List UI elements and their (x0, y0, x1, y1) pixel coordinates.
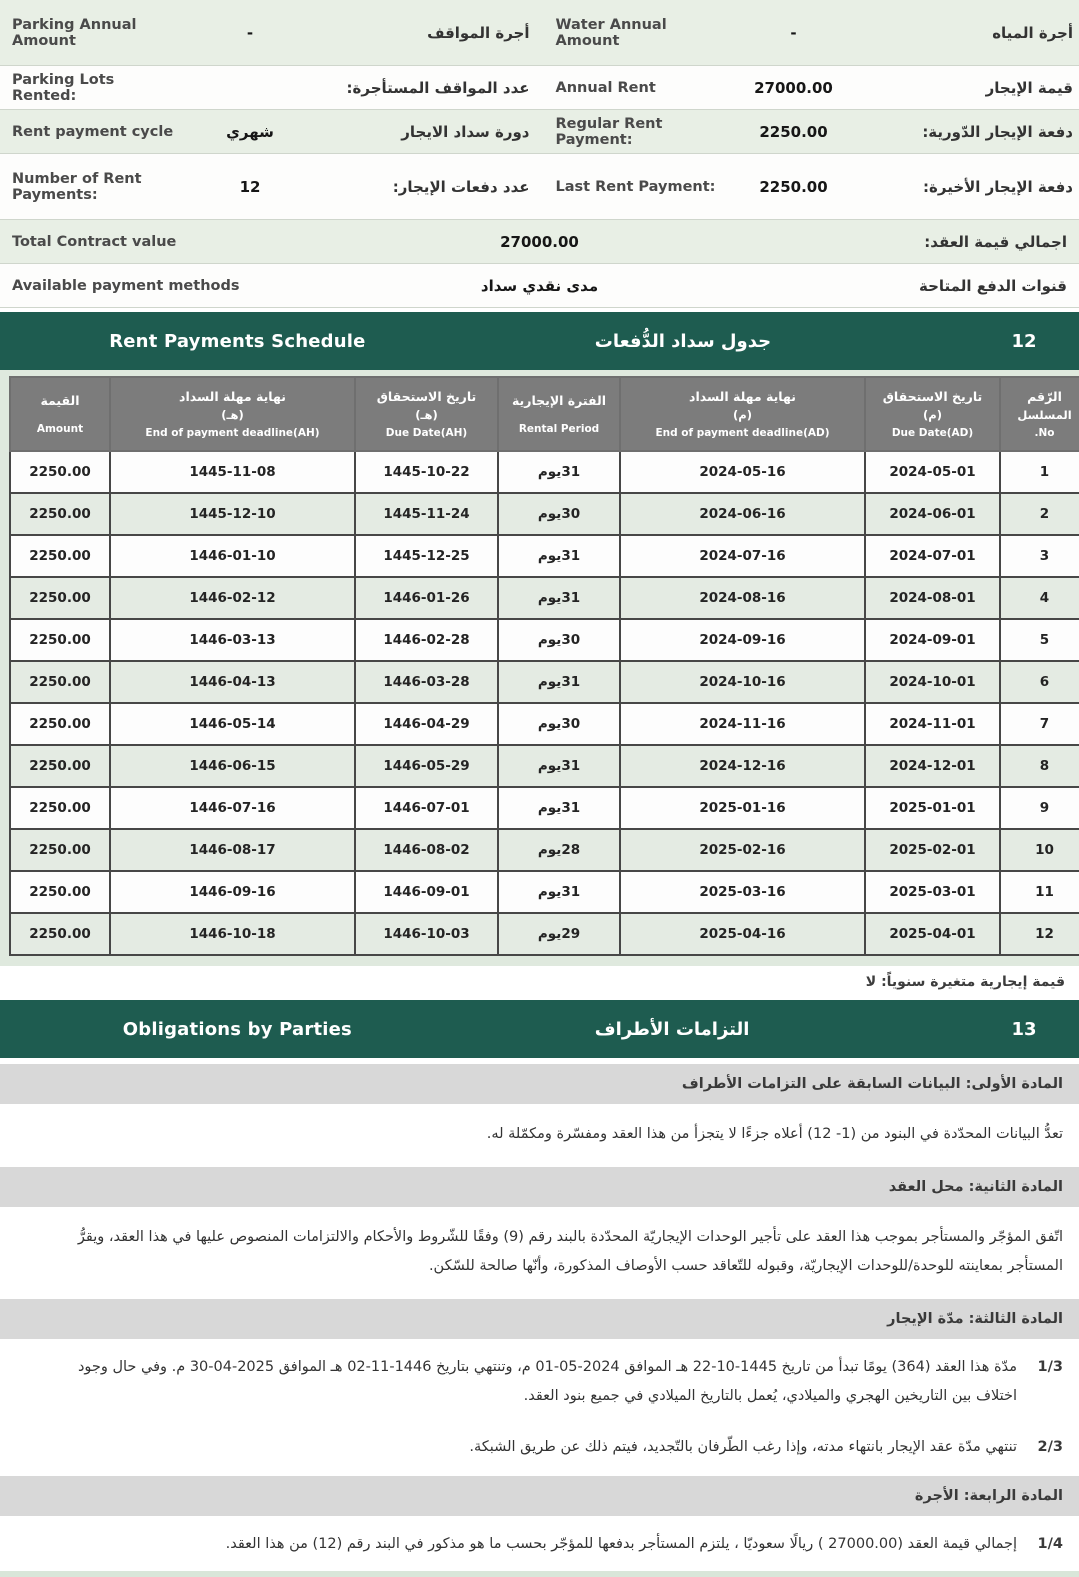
schedule-cell: 31يوم (498, 451, 620, 493)
schedule-cell: 1446-02-12 (110, 577, 355, 619)
field-label-en: Last Rent Payment: (544, 179, 724, 195)
schedule-cell: 2250.00 (10, 745, 110, 787)
schedule-cell: 1445-12-10 (110, 493, 355, 535)
col-end-deadline-ah: نهاية مهلة السداد (هـ) End of payment deadline(AH) (110, 377, 355, 451)
field-label-ar: دورة سداد الايجار (320, 123, 536, 141)
schedule-row (10, 619, 1079, 661)
schedule-header-row (10, 377, 1079, 451)
page-bottom-divider (0, 1571, 1079, 1577)
schedule-row (10, 577, 1079, 619)
article-numbered-item (0, 1419, 1079, 1470)
schedule-cell: 2024-10-01 (865, 661, 1000, 703)
schedule-cell: 1446-08-02 (355, 829, 498, 871)
field-value: - (180, 24, 320, 42)
summary-row (0, 66, 1079, 110)
schedule-cell: 2024-09-16 (620, 619, 865, 661)
schedule-cell: 2025-04-16 (620, 913, 865, 955)
obligations-band (0, 1000, 1079, 1058)
schedule-cell: 30يوم (498, 703, 620, 745)
field-label-en: Number of Rent Payments: (0, 171, 180, 203)
field-label-ar: اجمالي قيمة العقد: (789, 233, 1079, 251)
schedule-row (10, 493, 1079, 535)
field-value: 12 (180, 178, 320, 196)
item-number: 1/4 (1017, 1530, 1063, 1559)
schedule-cell: 2025-02-01 (865, 829, 1000, 871)
item-text: إجمالي قيمة العقد (27000.00 ) ريالًا سعوديّا ، يلتزم المستأجر بدفعها للمؤجّر بحسب ما هو مذكور في البند رقم (12) من هذا العقد. (40, 1530, 1017, 1559)
schedule-cell: 1446-05-14 (110, 703, 355, 745)
article-paragraph: تعدُّ البيانات المحدّدة في البنود من (1- 12) أعلاه جزءًا لا يتجزأ من هذا العقد ومفسّرة ومكمّلة له. (0, 1104, 1079, 1161)
field-label-ar: قنوات الدفع المتاحة (789, 277, 1079, 295)
schedule-row (10, 703, 1079, 745)
schedule-cell: 2024-11-16 (620, 703, 865, 745)
obligations-title-en: Obligations by Parties (0, 1019, 475, 1040)
schedule-row (10, 451, 1079, 493)
schedule-cell: 2024-08-16 (620, 577, 865, 619)
schedule-cell: 1446-01-10 (110, 535, 355, 577)
schedule-cell: 31يوم (498, 871, 620, 913)
item-number: 2/3 (1017, 1433, 1063, 1462)
item-text: تنتهي مدّة عقد الإيجار بانتهاء مدته، وإذا رغب الطّرفان بالتّجديد، فيتم ذلك عن طريق الشبكة. (40, 1433, 1017, 1462)
field-value: 27000.00 (290, 233, 789, 251)
schedule-cell: 30يوم (498, 619, 620, 661)
schedule-cell: 2024-11-01 (865, 703, 1000, 745)
rent-payments-schedule-table-wrap (0, 370, 1079, 966)
schedule-cell: 2250.00 (10, 661, 110, 703)
schedule-cell: 11 (1000, 871, 1079, 913)
schedule-cell: 2024-08-01 (865, 577, 1000, 619)
schedule-cell: 12 (1000, 913, 1079, 955)
schedule-cell: 2025-01-16 (620, 787, 865, 829)
summary-row (0, 264, 1079, 308)
schedule-cell: 2024-09-01 (865, 619, 1000, 661)
summary-row (0, 154, 1079, 220)
field-label-ar: عدد المواقف المستأجرة: (320, 79, 536, 97)
schedule-cell: 2250.00 (10, 493, 110, 535)
schedule-cell: 2250.00 (10, 535, 110, 577)
article-paragraph: اتّفق المؤجّر والمستأجر بموجب هذا العقد على تأجير الوحدات الإيجاريّة المحدّدة بالبند رقم (9) وفقًا للشّروط والأحكام والالتزامات المنصوص عليها في هذا العقد، ويقرُّ المستأجر بمعاينته للوحدة/للوحدات الإيجاريّة، وقبوله للتّعاقد حسب الأوصاف المذكورة، وأنّها صالحة للسّكن. (0, 1207, 1079, 1293)
schedule-cell: 29يوم (498, 913, 620, 955)
field-value: 2250.00 (724, 178, 864, 196)
schedule-cell: 2250.00 (10, 577, 110, 619)
schedule-cell: 2024-07-01 (865, 535, 1000, 577)
schedule-row (10, 535, 1079, 577)
schedule-cell: 1446-09-16 (110, 871, 355, 913)
field-value: 2250.00 (724, 123, 864, 141)
schedule-row (10, 829, 1079, 871)
schedule-cell: 1446-05-29 (355, 745, 498, 787)
schedule-cell: 2025-04-01 (865, 913, 1000, 955)
schedule-cell: 1446-03-28 (355, 661, 498, 703)
summary-row (0, 110, 1079, 154)
schedule-cell: 8 (1000, 745, 1079, 787)
field-value: مدى نقدي سداد (290, 277, 789, 295)
schedule-title-en: Rent Payments Schedule (0, 331, 475, 352)
schedule-cell: 1446-09-01 (355, 871, 498, 913)
item-text: مدّة هذا العقد (364) يومًا تبدأ من تاريخ 1445-10-22 هـ الموافق 2024-05-01 م، وتنتهي بتاريخ 1446-11-02 هـ الموافق 2025-04-30 م. وفي حال وجود اختلاف بين التاريخين الهجري والميلادي، يُعمل بالتاريخ الميلادي في جميع بنود العقد. (40, 1353, 1017, 1411)
schedule-title-ar: جدول سداد الدُّفعات (475, 331, 969, 352)
schedule-cell: 1445-11-08 (110, 451, 355, 493)
schedule-cell: 2250.00 (10, 913, 110, 955)
schedule-cell: 1 (1000, 451, 1079, 493)
field-label-ar: أجرة المياه (864, 24, 1079, 42)
schedule-row (10, 871, 1079, 913)
schedule-cell: 2025-03-01 (865, 871, 1000, 913)
schedule-cell: 31يوم (498, 577, 620, 619)
field-value: 27000.00 (724, 79, 864, 97)
variable-rent-footnote: قيمة إيجارية متغيرة سنوياً: لا (0, 966, 1079, 1000)
schedule-cell: 1446-06-15 (110, 745, 355, 787)
schedule-row (10, 745, 1079, 787)
schedule-cell: 2025-03-16 (620, 871, 865, 913)
field-value: - (724, 24, 864, 42)
field-label-ar: دفعة الإيجار الأخيرة: (864, 178, 1079, 196)
schedule-cell: 2024-07-16 (620, 535, 865, 577)
schedule-cell: 31يوم (498, 535, 620, 577)
schedule-cell: 4 (1000, 577, 1079, 619)
rent-payments-schedule-table (9, 376, 1079, 956)
article-heading: المادة الأولى: البيانات السابقة على التزامات الأطراف (0, 1064, 1079, 1104)
schedule-cell: 2024-10-16 (620, 661, 865, 703)
schedule-cell: 3 (1000, 535, 1079, 577)
col-due-date-ah: تاريخ الاستحقاق (هـ) Due Date(AH) (355, 377, 498, 451)
field-label-ar: أجرة المواقف (320, 24, 536, 42)
schedule-row (10, 787, 1079, 829)
obligations-section (0, 1058, 1079, 1567)
schedule-cell: 1445-10-22 (355, 451, 498, 493)
field-label-en: Water Annual Amount (544, 17, 724, 49)
schedule-cell: 2024-05-16 (620, 451, 865, 493)
schedule-cell: 2250.00 (10, 451, 110, 493)
col-serial-no: الرّقم المسلسل .No (1000, 377, 1079, 451)
article-numbered-item (0, 1339, 1079, 1419)
schedule-row (10, 913, 1079, 955)
field-label-ar: قيمة الإيجار (864, 79, 1079, 97)
contract-financial-summary (0, 0, 1079, 308)
schedule-cell: 31يوم (498, 787, 620, 829)
schedule-cell: 31يوم (498, 661, 620, 703)
article-heading: المادة الثالثة: مدّة الإيجار (0, 1299, 1079, 1339)
col-end-deadline-ad: نهاية مهلة السداد (م) End of payment deadline(AD) (620, 377, 865, 451)
schedule-cell: 1446-04-13 (110, 661, 355, 703)
schedule-cell: 2024-12-16 (620, 745, 865, 787)
article-heading: المادة الثانية: محل العقد (0, 1167, 1079, 1207)
schedule-cell: 5 (1000, 619, 1079, 661)
schedule-cell: 2024-12-01 (865, 745, 1000, 787)
schedule-cell: 2250.00 (10, 871, 110, 913)
schedule-cell: 1445-11-24 (355, 493, 498, 535)
schedule-cell: 1446-07-01 (355, 787, 498, 829)
schedule-cell: 1446-10-18 (110, 913, 355, 955)
schedule-cell: 30يوم (498, 493, 620, 535)
field-label-ar: دفعة الإيجار الدّورية: (864, 123, 1079, 141)
rent-payments-schedule-band (0, 312, 1079, 370)
obligations-title-ar: التزامات الأطراف (475, 1019, 969, 1040)
schedule-cell: 1446-07-16 (110, 787, 355, 829)
schedule-row (10, 661, 1079, 703)
schedule-section-number: 12 (969, 331, 1079, 352)
field-label-en: Regular Rent Payment: (544, 116, 724, 148)
schedule-cell: 1445-12-25 (355, 535, 498, 577)
schedule-cell: 9 (1000, 787, 1079, 829)
schedule-cell: 1446-01-26 (355, 577, 498, 619)
summary-row (0, 220, 1079, 264)
summary-row (0, 0, 1079, 66)
col-amount: القيمة Amount (10, 377, 110, 451)
field-label-en: Parking Annual Amount (0, 17, 180, 49)
article-heading: المادة الرابعة: الأجرة (0, 1476, 1079, 1516)
schedule-cell: 2250.00 (10, 703, 110, 745)
col-due-date-ad: تاريخ الاستحقاق (م) Due Date(AD) (865, 377, 1000, 451)
field-label-en: Rent payment cycle (0, 124, 180, 140)
item-number: 1/3 (1017, 1353, 1063, 1411)
schedule-cell: 2 (1000, 493, 1079, 535)
field-label-en: Annual Rent (544, 80, 724, 96)
field-label-en: Total Contract value (0, 234, 290, 250)
obligations-section-number: 13 (969, 1019, 1079, 1040)
schedule-cell: 31يوم (498, 745, 620, 787)
schedule-cell: 7 (1000, 703, 1079, 745)
field-value: شهري (180, 123, 320, 141)
schedule-cell: 6 (1000, 661, 1079, 703)
schedule-cell: 2250.00 (10, 787, 110, 829)
field-label-ar: عدد دفعات الإيجار: (320, 178, 536, 196)
schedule-cell: 10 (1000, 829, 1079, 871)
schedule-cell: 2024-06-01 (865, 493, 1000, 535)
col-rental-period: الفترة الإيجارية Rental Period (498, 377, 620, 451)
schedule-cell: 2025-02-16 (620, 829, 865, 871)
schedule-cell: 2250.00 (10, 619, 110, 661)
schedule-cell: 2250.00 (10, 829, 110, 871)
article-numbered-item (0, 1516, 1079, 1567)
schedule-cell: 2024-05-01 (865, 451, 1000, 493)
schedule-cell: 2024-06-16 (620, 493, 865, 535)
field-label-en: Available payment methods (0, 278, 290, 294)
schedule-cell: 1446-08-17 (110, 829, 355, 871)
schedule-cell: 1446-10-03 (355, 913, 498, 955)
schedule-cell: 1446-04-29 (355, 703, 498, 745)
field-label-en: Parking Lots Rented: (0, 72, 180, 104)
schedule-cell: 1446-02-28 (355, 619, 498, 661)
schedule-cell: 28يوم (498, 829, 620, 871)
schedule-cell: 1446-03-13 (110, 619, 355, 661)
schedule-cell: 2025-01-01 (865, 787, 1000, 829)
